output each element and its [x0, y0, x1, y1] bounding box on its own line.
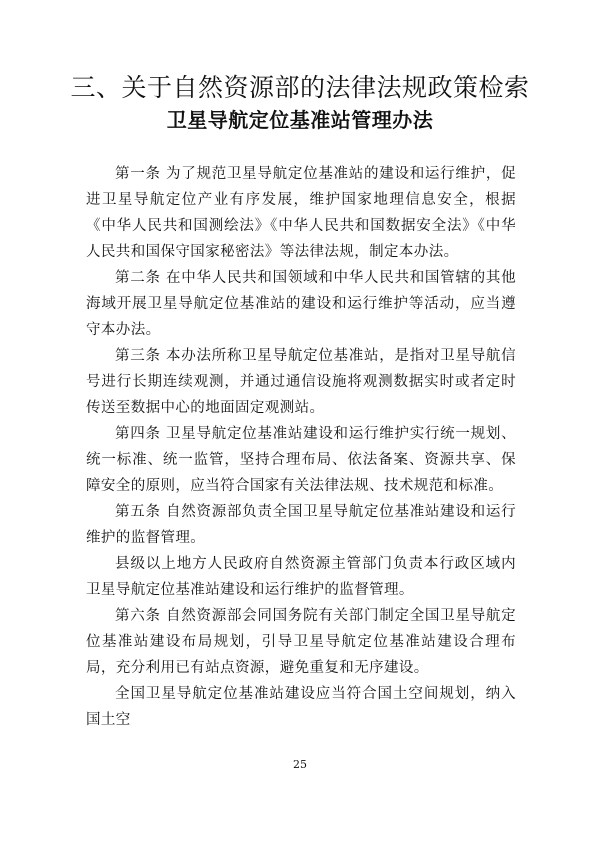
document-body [86, 161, 516, 733]
article-3-paragraph: 第三条 本办法所称卫星导航定位基准站，是指对卫星导航信号进行长期连续观测，并通过通信设施将观测数据实时或者定时传送至数据中心的地面固定观测站。 [86, 348, 516, 416]
article-4-paragraph: 第四条 卫星导航定位基准站建设和运行维护实行统一规划、统一标准、统一监管，坚持合理布局、依法备案、资源共享、保障安全的原则，应当符合国家有关法律法规、技术规范和标准。 [86, 426, 516, 494]
article-6-paragraph: 第六条 自然资源部会同国务院有关部门制定全国卫星导航定位基准站建设布局规划，引导卫星导航定位基准站建设合理布局，充分利用已有站点资源，避免重复和无序建设。 [86, 608, 516, 676]
article-5-paragraph: 第五条 自然资源部负责全国卫星导航定位基准站建设和运行维护的监督管理。 [86, 504, 516, 546]
article-6-sub-paragraph: 全国卫星导航定位基准站建设应当符合国土空间规划，纳入国土空 [86, 686, 516, 728]
page-number: 25 [293, 758, 307, 771]
article-1-paragraph: 第一条 为了规范卫星导航定位基准站的建设和运行维护，促进卫星导航定位产业有序发展，维护国家地理信息安全，根据《中华人民共和国测绘法》《中华人民共和国数据安全法》《中华人民共和国保守国家秘密法》等法律法规，制定本办法。 [86, 166, 516, 260]
document-title: 卫星导航定位基准站管理办法 [166, 108, 434, 132]
article-5-sub-paragraph: 县级以上地方人民政府自然资源主管部门负责本行政区域内卫星导航定位基准站建设和运行维护的监督管理。 [86, 556, 516, 598]
section-title: 三、关于自然资源部的法律法规政策检索 [70, 73, 530, 102]
article-2-paragraph: 第二条 在中华人民共和国领域和中华人民共和国管辖的其他海域开展卫星导航定位基准站的建设和运行维护等活动，应当遵守本办法。 [86, 270, 516, 338]
